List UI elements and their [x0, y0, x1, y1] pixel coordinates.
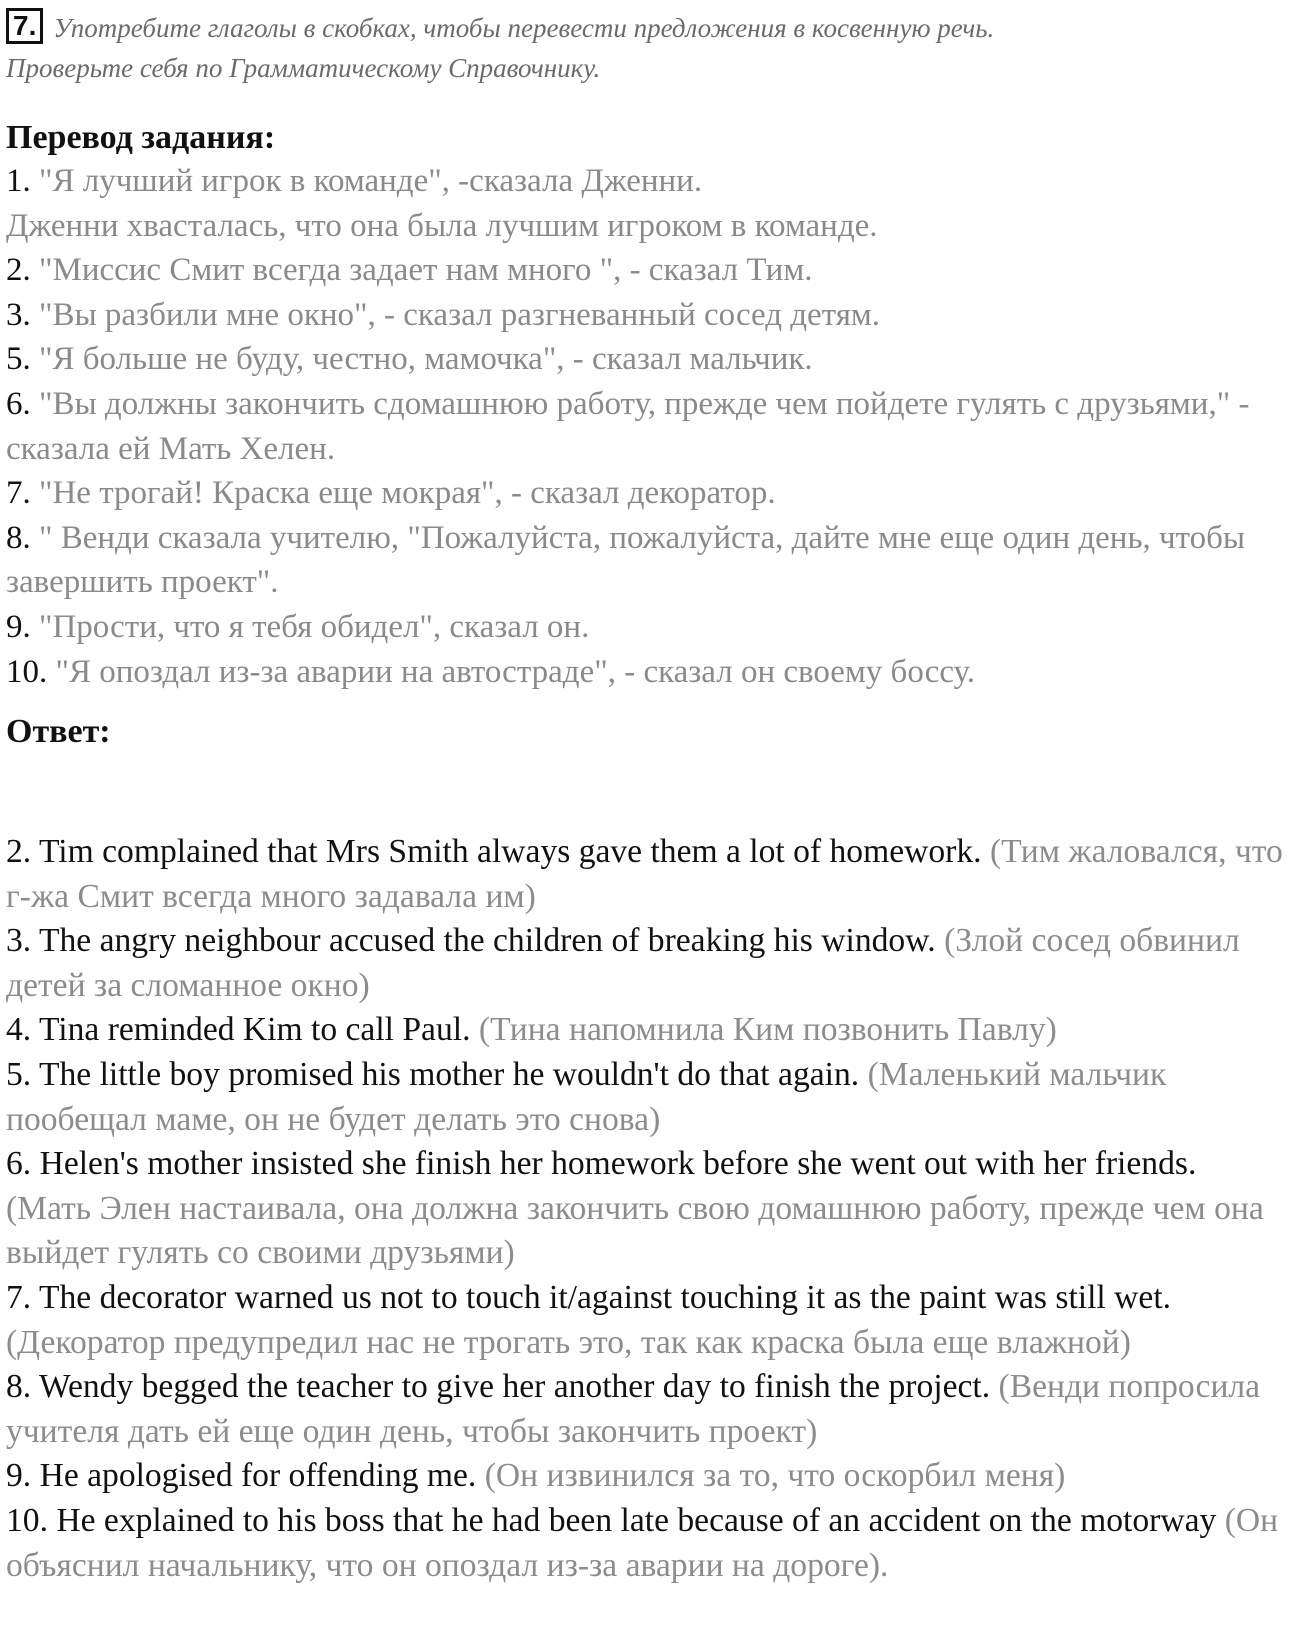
translation-item: 1. "Я лучший игрок в команде", -сказала Дженни.	[6, 163, 703, 199]
answer-item: 9. He apologised for offending me. (Он извинился за то, что оскорбил меня)	[6, 1457, 1066, 1495]
answer-item: 6. Helen's mother insisted she finish her homework before she went out with her friends. (Мать Элен настаивала, она должна закончить свою домашнюю работу, прежде чем она выйдет гулять со своими друзьями)	[6, 1145, 1264, 1272]
translation-item: 6. "Вы должны закончить сдомашнюю работу, прежде чем пойдете гулять с друзьями," - сказала ей Мать Хелен.	[6, 385, 1250, 467]
translation-item: 3. "Вы разбили мне окно", - сказал разгневанный сосед детям.	[6, 296, 881, 333]
instruction-line-1: Употребите глаголы в скобках, чтобы перевести предложения в косвенную речь.	[53, 13, 995, 43]
translation-item: 2. "Миссис Смит всегда задает нам много ", - сказал Тим.	[6, 252, 813, 289]
answer-item: 5. The little boy promised his mother he wouldn't do that again. (Маленький мальчик пообещал маме, он не будет делать это снова)	[6, 1055, 1167, 1138]
translation-heading: Перевод задания:	[6, 119, 276, 156]
answer-item: 7. The decorator warned us not to touch it/against touching it as the paint was still wet. (Декоратор предупредил нас не трогать это, так как краска была еще влажной)	[6, 1278, 1172, 1361]
answer-list	[6, 830, 1286, 1588]
translation-item: 10. "Я опоздал из-за аварии на автостраде", - сказал он своему боссу.	[6, 653, 975, 690]
answer-item: 3. The angry neighbour accused the children of breaking his window. (Злой сосед обвинил детей за сломанное окно)	[6, 922, 1240, 1004]
answer-item: 8. Wendy begged the teacher to give her another day to finish the project. (Венди попросила учителя дать ей еще один день, чтобы закончить проект)	[6, 1368, 1261, 1450]
instruction-line-2: Проверьте себя по Грамматическому Справочнику.	[6, 53, 601, 83]
task-number-box: 7.	[6, 8, 43, 44]
answer-heading: Ответ:	[6, 713, 111, 750]
translation-item: 5. "Я больше не буду, честно, мамочка", - сказал мальчик.	[6, 341, 813, 378]
answer-item: 4. Tina reminded Kim to call Paul. (Тина напомнила Ким позвонить Павлу)	[6, 1011, 1057, 1049]
translation-item: Дженни хвасталась, что она была лучшим игроком в команде.	[6, 207, 878, 244]
translation-list	[6, 159, 1286, 694]
translation-item: 8. " Венди сказала учителю, "Пожалуйста, пожалуйста, дайте мне еще один день, чтобы завершить проект".	[6, 519, 1246, 601]
translation-item: 7. "Не трогай! Краска еще мокрая", - сказал декоратор.	[6, 475, 776, 512]
translation-item: 9. "Прости, что я тебя обидел", сказал он.	[6, 608, 590, 645]
task-instruction	[6, 8, 1281, 88]
answer-item: 2. Tim complained that Mrs Smith always gave them a lot of homework. (Тим жаловался, что г-жа Смит всегда много задавала им)	[6, 833, 1283, 915]
answer-item: 10. He explained to his boss that he had been late because of an accident on the motorway (Он объяснил начальнику, что он опоздал из-за аварии на дороге).	[6, 1501, 1279, 1584]
